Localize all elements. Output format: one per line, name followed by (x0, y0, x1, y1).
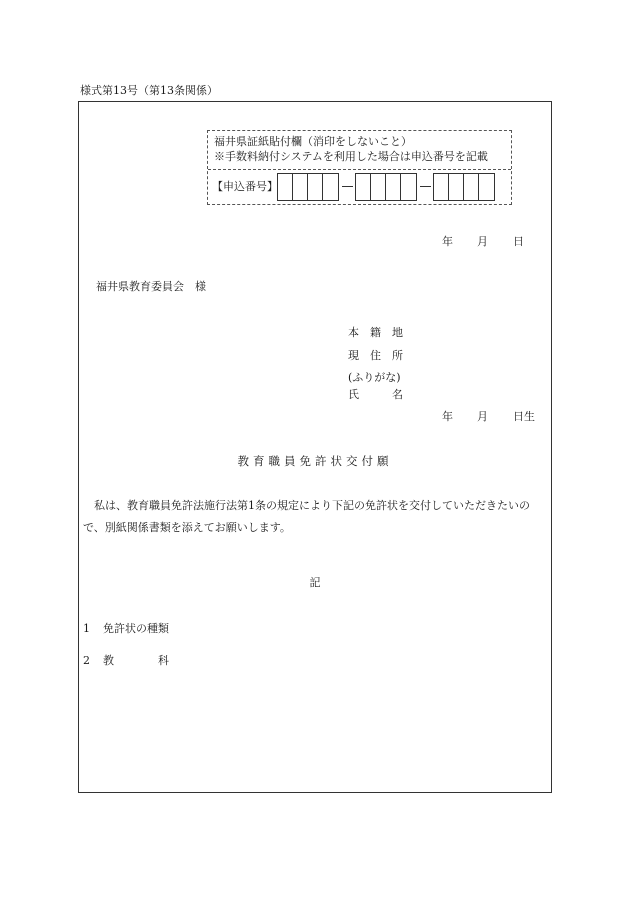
request-body: 私は、教育職員免許法施行法第1条の規定により下記の免許状を交付していただきたいので、別紙関係書類を添えてお願いします。 (83, 499, 530, 534)
digit-box[interactable] (356, 174, 371, 200)
digit-box[interactable] (293, 174, 308, 200)
digit-box[interactable] (479, 174, 494, 200)
item-label: 教 科 (103, 654, 169, 667)
stamp-divider (208, 169, 511, 170)
date-day: 日 (513, 235, 524, 248)
digit-box[interactable] (449, 174, 464, 200)
item-number: 1 (83, 622, 90, 635)
digit-box[interactable] (401, 174, 416, 200)
form-number: 様式第13号（第13条関係） (80, 84, 218, 97)
addressee: 福井県教育委員会 様 (96, 280, 206, 293)
date-year: 年 (442, 235, 453, 248)
stamp-note-line1: 福井県証紙貼付欄（消印をしないこと） (214, 135, 412, 148)
birth-year: 年 (442, 410, 453, 423)
revenue-stamp-area (207, 130, 512, 205)
application-number-group-3[interactable] (433, 173, 495, 201)
domicile-label: 本 籍 地 (348, 326, 403, 339)
item-subject (83, 652, 169, 668)
stamp-note (214, 134, 488, 164)
dash-separator (342, 186, 353, 187)
birth-day: 日生 (513, 410, 535, 423)
application-number-group-2[interactable] (355, 173, 417, 201)
birth-month: 月 (477, 410, 488, 423)
ki-heading: 記 (309, 576, 321, 589)
application-number-label: 【申込番号】 (212, 180, 278, 193)
digit-box[interactable] (386, 174, 401, 200)
dash-separator (420, 186, 431, 187)
digit-box[interactable] (323, 174, 338, 200)
furigana-label: (ふりがな) (348, 371, 401, 384)
digit-box[interactable] (464, 174, 479, 200)
item-label: 免許状の種類 (103, 622, 169, 635)
digit-box[interactable] (434, 174, 449, 200)
digit-box[interactable] (371, 174, 386, 200)
date-month: 月 (477, 235, 488, 248)
item-license-type (83, 620, 169, 636)
document-title: 教育職員免許状交付願 (237, 454, 393, 468)
digit-box[interactable] (278, 174, 293, 200)
address-label: 現 住 所 (348, 349, 403, 362)
stamp-note-line2: ※手数料納付システムを利用した場合は申込番号を記載 (214, 150, 488, 163)
name-label: 氏 名 (348, 388, 403, 401)
item-number: 2 (83, 654, 90, 667)
digit-box[interactable] (308, 174, 323, 200)
application-number-group-1[interactable] (277, 173, 339, 201)
